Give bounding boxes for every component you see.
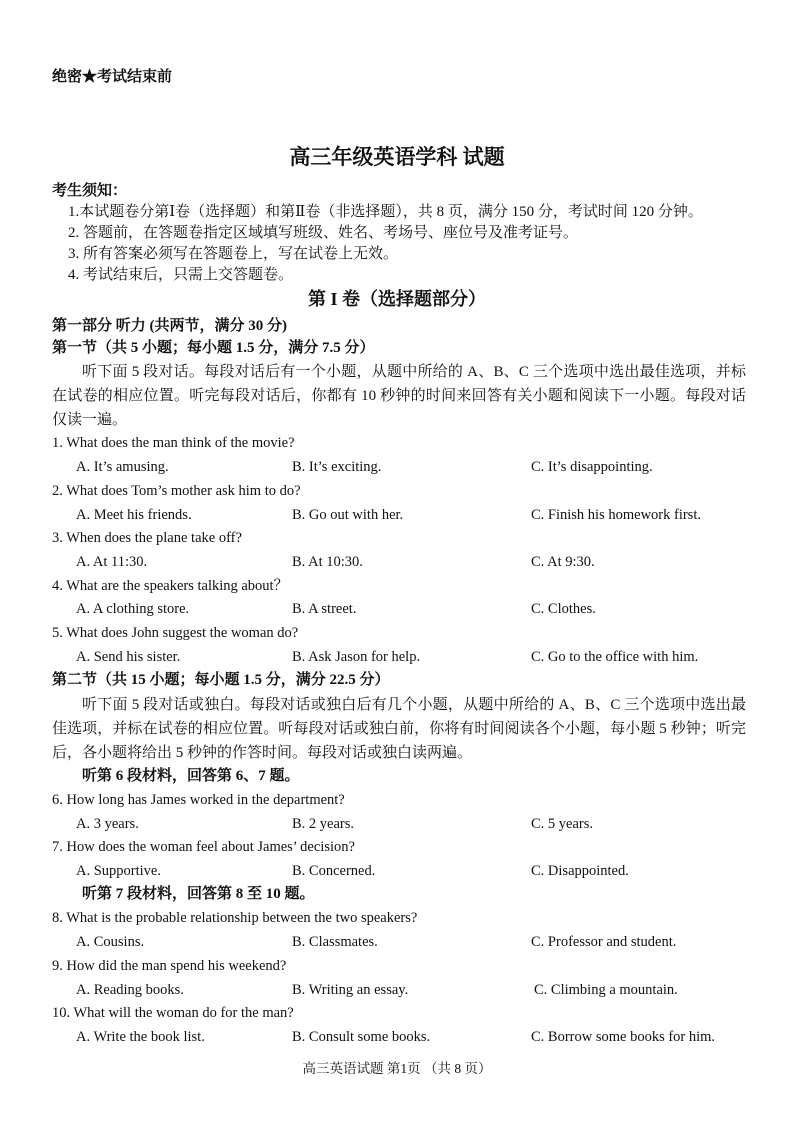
option-a: A. At 11:30. bbox=[76, 554, 148, 570]
option-c: C. Go to the office with him. bbox=[531, 649, 699, 665]
question-text: 9. How did the man spend his weekend? bbox=[52, 958, 287, 974]
option-a: A. 3 years. bbox=[76, 816, 139, 832]
notice-item: 4. 考试结束后，只需上交答题卷。 bbox=[68, 267, 294, 283]
option-b: B. Ask Jason for help. bbox=[292, 649, 421, 665]
option-b: B. It’s exciting. bbox=[292, 459, 382, 475]
option-b: B. A street. bbox=[292, 601, 357, 617]
option-a: A. It’s amusing. bbox=[76, 459, 169, 475]
section-instructions: 听下面 5 段对话或独白。每段对话或独白后有几个小题，从题中所给的 A、B、C 三个选项中选出最佳选项，并标在试卷的相应位置。听每段对话或独白前，你将有时间阅读各个小题，每小题 5 秒钟；听完后，各小题将给出 5 秒钟的作答时间。每段对话或独白读两遍。 bbox=[52, 697, 746, 761]
question-text: 10. What will the woman do for the man? bbox=[52, 1005, 294, 1021]
option-b: B. Consult some books. bbox=[292, 1029, 431, 1045]
notice-item: 3. 所有答案必须写在答题卷上，写在试卷上无效。 bbox=[68, 246, 399, 262]
option-c: C. It’s disappointing. bbox=[531, 459, 653, 475]
option-b: B. Go out with her. bbox=[292, 507, 404, 523]
option-a: A. A clothing store. bbox=[76, 601, 190, 617]
option-c: C. 5 years. bbox=[531, 816, 594, 832]
confidential-label: 绝密★考试结束前 bbox=[52, 69, 173, 85]
section-heading: 第一节（共 5 小题；每小题 1.5 分，满分 7.5 分） bbox=[52, 340, 375, 356]
question-text: 6. How long has James worked in the department? bbox=[52, 792, 345, 808]
option-c: C. Professor and student. bbox=[531, 934, 677, 950]
option-a: A. Send his sister. bbox=[76, 649, 181, 665]
question-text: 4. What are the speakers talking about？ bbox=[52, 578, 289, 594]
section-instructions: 听下面 5 段对话。每段对话后有一个小题，从题中所给的 A、B、C 三个选项中选出最佳选项，并标在试卷的相应位置。听完每段对话后，你都有 10 秒钟的时间来回答有关小题和阅读下一小题。每段对话仅读一遍。 bbox=[52, 364, 746, 428]
option-b: B. At 10:30. bbox=[292, 554, 363, 570]
question-text: 5. What does John suggest the woman do? bbox=[52, 625, 299, 641]
notice-item: 2. 答题前，在答题卷指定区域填写班级、姓名、考场号、座位号及准考证号。 bbox=[68, 225, 579, 241]
option-a: A. Supportive. bbox=[76, 863, 161, 879]
question-text: 1. What does the man think of the movie? bbox=[52, 435, 295, 451]
part-heading: 第一部分 听力 (共两节，满分 30 分) bbox=[52, 318, 287, 334]
option-a: A. Meet his friends. bbox=[76, 507, 192, 523]
material-instruction: 听第 6 段材料，回答第 6、7 题。 bbox=[82, 768, 300, 784]
option-a: A. Reading books. bbox=[76, 982, 184, 998]
option-c: C. Borrow some books for him. bbox=[531, 1029, 716, 1045]
option-b: B. 2 years. bbox=[292, 816, 355, 832]
section-heading: 第二节（共 15 小题；每小题 1.5 分，满分 22.5 分） bbox=[52, 672, 390, 688]
option-a: A. Write the book list. bbox=[76, 1029, 205, 1045]
notice-heading: 考生须知： bbox=[52, 183, 128, 199]
page-footer: 高三英语试题 第1页 （共 8 页） bbox=[302, 1061, 492, 1076]
option-b: B. Concerned. bbox=[292, 863, 376, 879]
option-c: C. Disappointed. bbox=[531, 863, 629, 879]
option-c: C. At 9:30. bbox=[531, 554, 595, 570]
option-c: C. Climbing a mountain. bbox=[534, 982, 678, 998]
volume-title: 第 I 卷（选择题部分） bbox=[307, 289, 486, 309]
question-text: 8. What is the probable relationship between the two speakers? bbox=[52, 910, 418, 926]
option-b: B. Writing an essay. bbox=[292, 982, 409, 998]
option-c: C. Clothes. bbox=[531, 601, 596, 617]
question-text: 7. How does the woman feel about James’ decision? bbox=[52, 839, 355, 855]
option-b: B. Classmates. bbox=[292, 934, 378, 950]
option-a: A. Cousins. bbox=[76, 934, 145, 950]
option-c: C. Finish his homework first. bbox=[531, 507, 701, 523]
question-text: 2. What does Tom’s mother ask him to do? bbox=[52, 483, 301, 499]
question-text: 3. When does the plane take off? bbox=[52, 530, 242, 546]
page-title: 高三年级英语学科 试题 bbox=[289, 145, 505, 169]
material-instruction: 听第 7 段材料，回答第 8 至 10 题。 bbox=[82, 886, 315, 902]
notice-item: 1.本试题卷分第Ⅰ卷（选择题）和第Ⅱ卷（非选择题），共 8 页，满分 150 分，考试时间 120 分钟。 bbox=[68, 204, 703, 220]
